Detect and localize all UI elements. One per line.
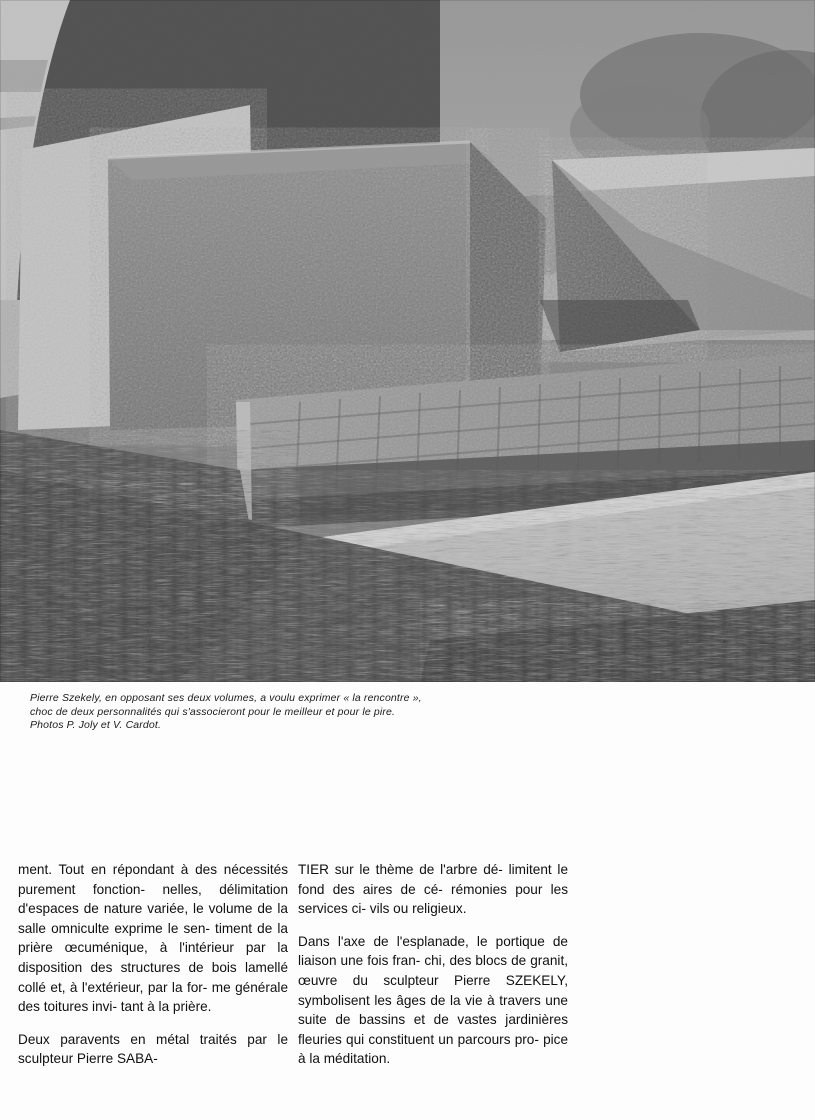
text-line: rémonies pour les services ci- bbox=[298, 881, 569, 917]
text-line: me générale des toitures invi- bbox=[18, 979, 288, 1015]
text-line: Dans l'axe de l'esplanade, le bbox=[298, 933, 488, 949]
text-line: du sculpteur Pierre SZEKELY, bbox=[352, 972, 568, 988]
caption-line-2: choc de deux personnalités qui s'associeront pour le meilleur et pour le pire. bbox=[30, 705, 396, 718]
caption-line-3: Photos P. Joly et V. Cardot. bbox=[30, 719, 162, 732]
left-column bbox=[18, 860, 288, 1069]
text-line: nécessités purement fonction- bbox=[18, 862, 288, 897]
text-line: collé et, à l'extérieur, par la for- bbox=[18, 979, 208, 995]
text-line: des structures de bois lamellé bbox=[90, 959, 289, 975]
text-line: vils ou religieux. bbox=[369, 901, 467, 917]
text-line: chi, des blocs de granit, œuvre bbox=[298, 953, 568, 988]
text-line: limitent le fond des aires de cé- bbox=[298, 862, 568, 897]
text-line: à travers une suite de bassins bbox=[298, 992, 568, 1028]
text-line: nature variée, le volume de la bbox=[103, 901, 288, 917]
text-line: qui constituent un parcours pro- bbox=[346, 1031, 539, 1047]
text-line: ment. Tout en répondant à des bbox=[18, 862, 218, 877]
body-text bbox=[0, 860, 815, 1120]
text-line: et de vastes jardinières fleuries bbox=[298, 1012, 569, 1047]
text-line: tant à la prière. bbox=[120, 999, 212, 1015]
paragraph-left-2 bbox=[18, 1030, 288, 1069]
text-line: TIER sur le thème de l'arbre dé- bbox=[298, 862, 503, 877]
paragraph-right-2 bbox=[298, 932, 568, 1069]
text-line: Deux paravents en métal traités bbox=[18, 1031, 237, 1047]
photo-caption bbox=[30, 692, 775, 733]
text-line: par le sculpteur Pierre SABA- bbox=[18, 1031, 288, 1067]
text-line: portique de liaison une fois fran- bbox=[298, 933, 568, 969]
text-line: salle omniculte exprime le sen- bbox=[18, 920, 210, 936]
text-line: nelles, délimitation d'espaces de bbox=[18, 881, 289, 917]
caption-line-1: Pierre Szekely, en opposant ses deux volumes, a voulu exprimer « la rencontre », bbox=[30, 692, 422, 704]
text-line: pice à la méditation. bbox=[298, 1031, 569, 1067]
text-line: timent de la prière œcuménique, bbox=[18, 920, 288, 956]
paragraph-left-1 bbox=[18, 860, 288, 1017]
text-line: symbolisent les âges de la vie bbox=[298, 992, 483, 1008]
paragraph-right-1 bbox=[298, 860, 568, 919]
text-line: à l'intérieur par la disposition bbox=[18, 940, 288, 975]
right-column bbox=[298, 860, 568, 1069]
